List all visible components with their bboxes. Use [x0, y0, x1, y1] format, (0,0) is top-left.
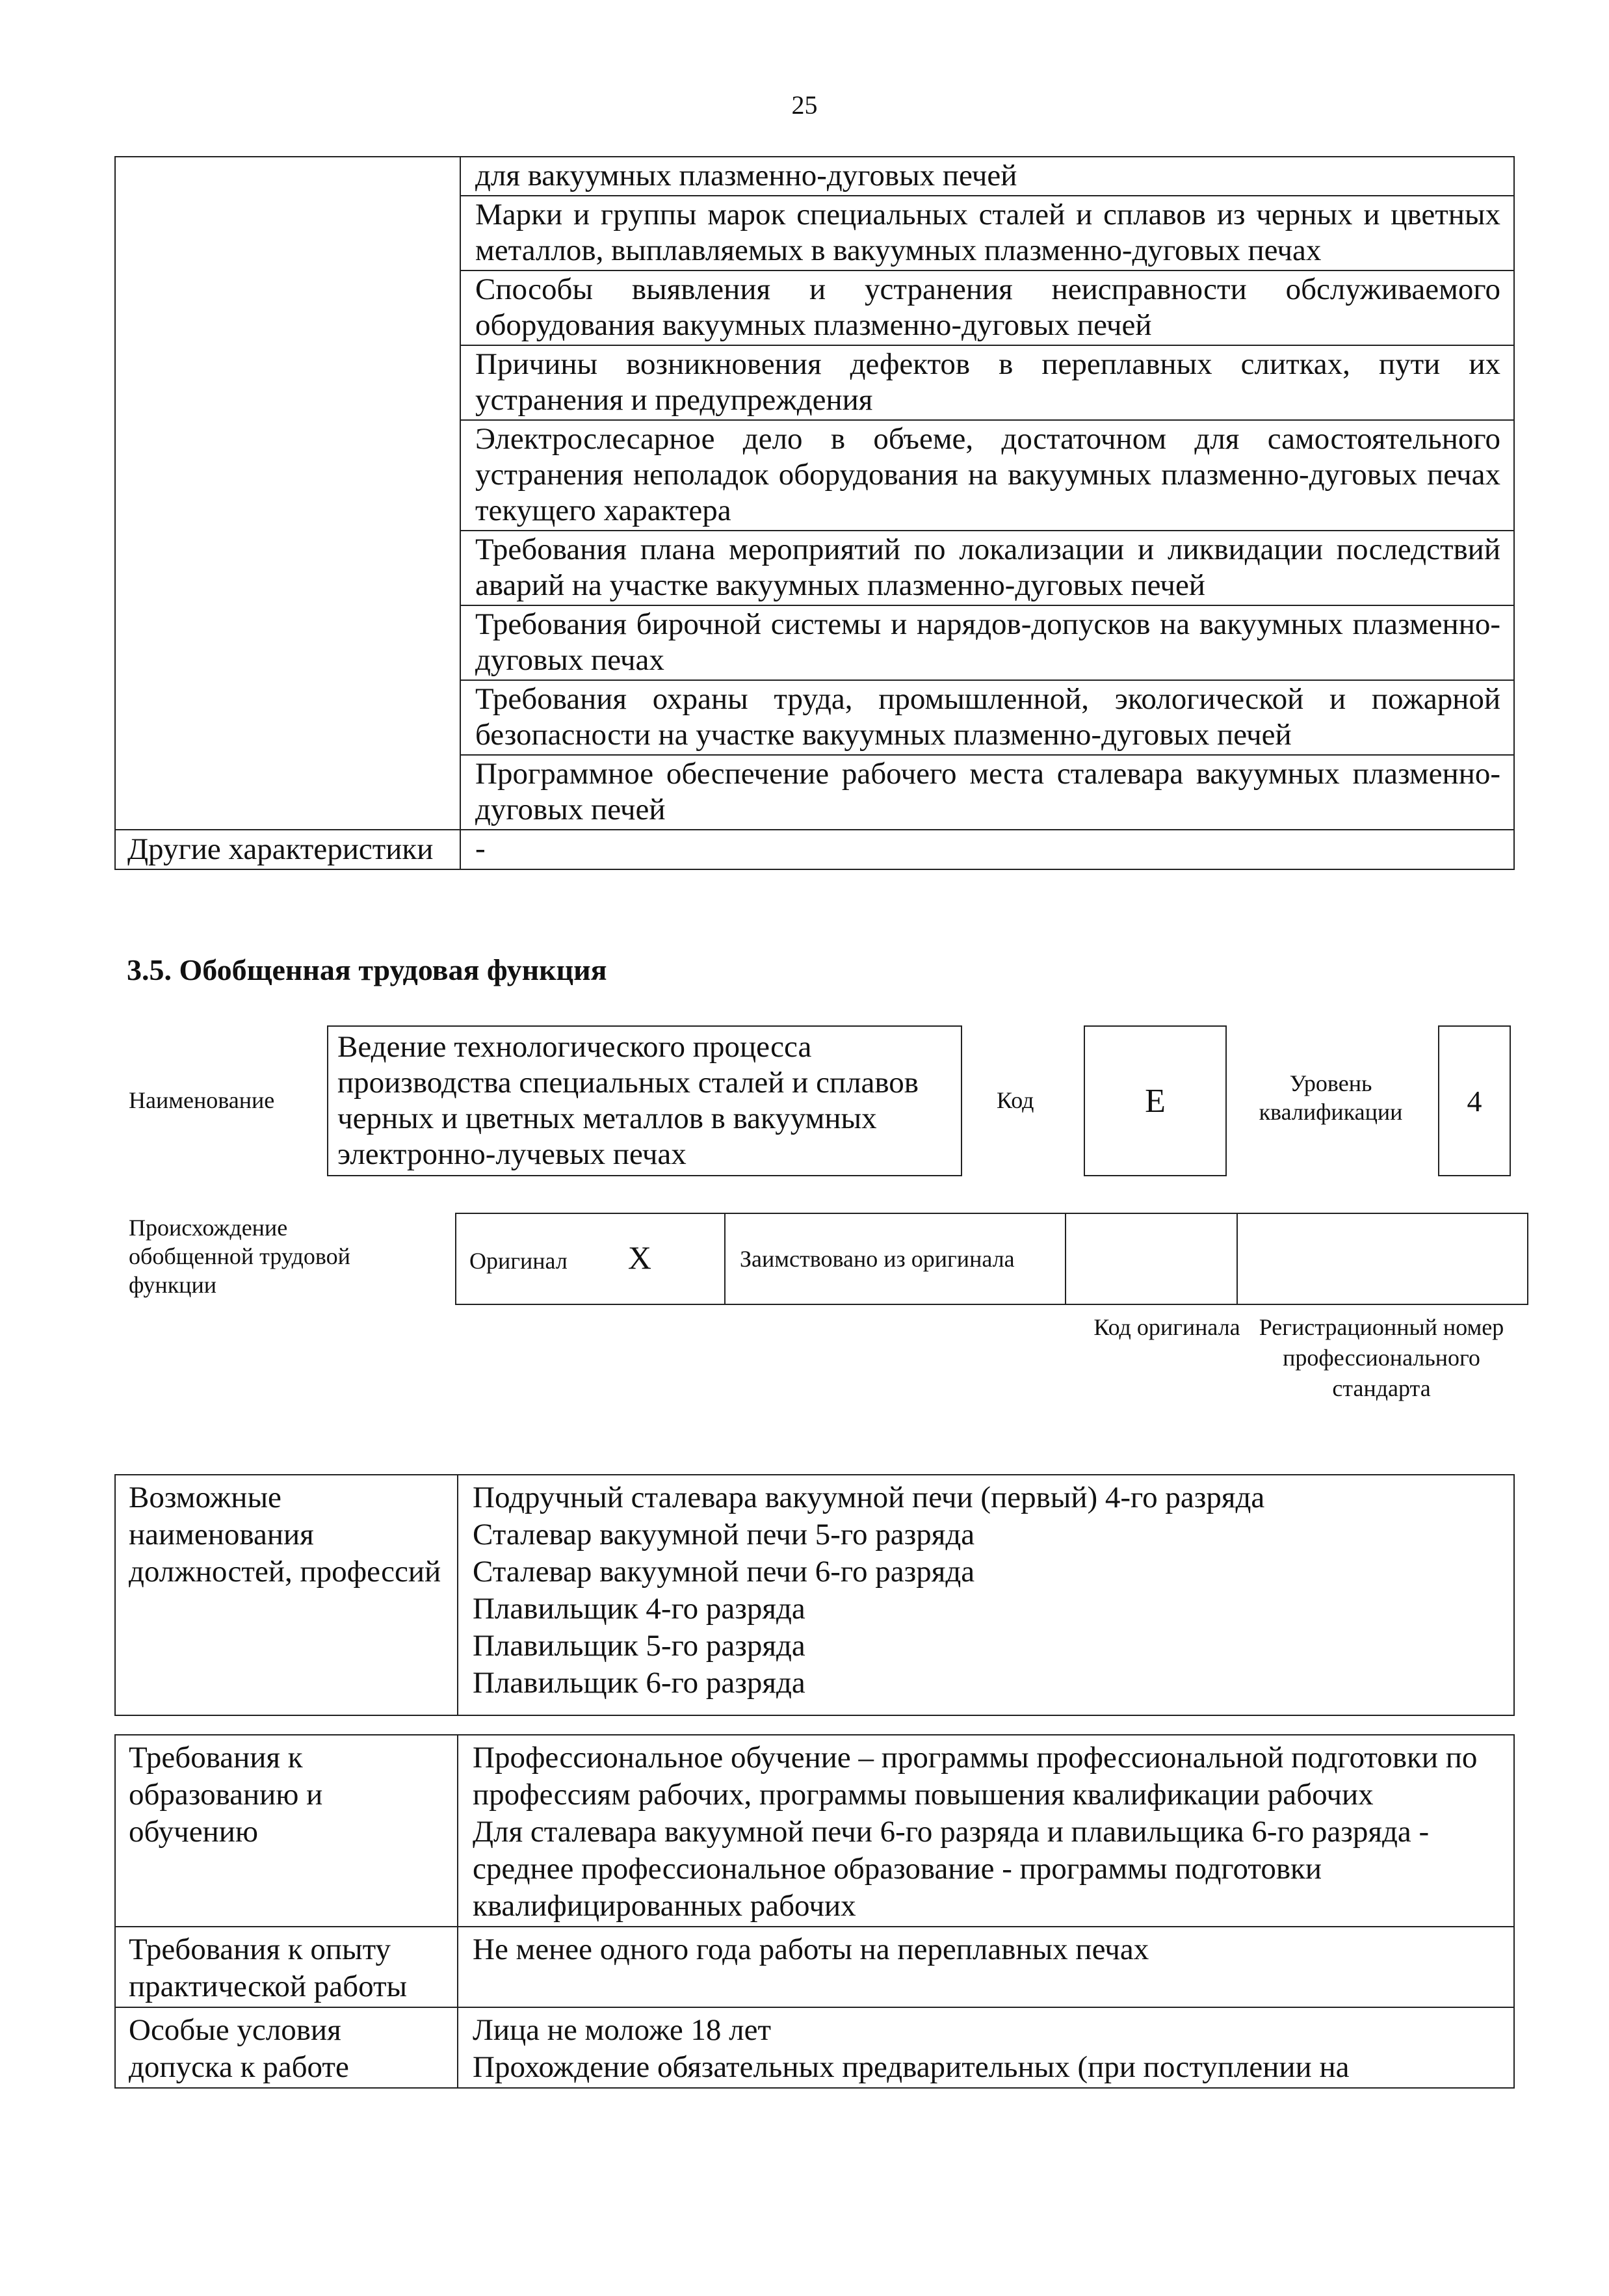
experience-label: Требования к опыту практической работы	[115, 1927, 458, 2007]
knowledge-item: Причины возникновения дефектов в переплавных слитках, пути их устранения и предупреждения	[460, 345, 1514, 420]
education-value	[458, 1735, 1514, 1927]
experience-value: Не менее одного года работы на переплавных печах	[458, 1927, 1514, 2007]
education-label: Требования к образованию и обучению	[115, 1735, 458, 1927]
knowledge-item: Программное обеспечение рабочего места сталевара вакуумных плазменно-дуговых печей	[460, 755, 1514, 830]
position-item: Сталевар вакуумной печи 6-го разряда	[473, 1555, 975, 1589]
function-name-box: Ведение технологического процесса производства специальных сталей и сплавов черных и цветных металлов в вакуумных электронно-лучевых печах	[327, 1025, 962, 1176]
position-item: Плавильщик 5-го разряда	[473, 1629, 805, 1663]
registration-number-cell	[1237, 1213, 1528, 1304]
knowledge-item: Требования плана мероприятий по локализации и ликвидации последствий аварий на участке вакуумных плазменно-дуговых печей	[460, 531, 1514, 605]
page-number: 25	[791, 90, 818, 120]
position-item: Плавильщик 4-го разряда	[473, 1592, 805, 1626]
origin-table	[455, 1213, 1528, 1305]
positions-table	[114, 1474, 1515, 1716]
knowledge-item: Требования охраны труда, промышленной, экологической и пожарной безопасности на участке вакуумных плазменно-дуговых печей	[460, 680, 1514, 755]
original-code-caption: Код оригинала	[1093, 1314, 1240, 1340]
knowledge-item: для вакуумных плазменно-дуговых печей	[460, 157, 1514, 196]
origin-label: Происхождение обобщенной трудовой функции	[129, 1215, 350, 1298]
other-characteristics-value: -	[460, 830, 1514, 869]
admission-line: Прохождение обязательных предварительных (при поступлении на	[473, 2050, 1350, 2084]
position-item: Сталевар вакуумной печи 5-го разряда	[473, 1518, 975, 1551]
education-line: Профессиональное обучение – программы профессиональной подготовки по профессиям рабочих, программы повышения квалификации рабочих	[473, 1741, 1478, 1812]
position-item: Плавильщик 6-го разряда	[473, 1666, 805, 1700]
position-item: Подручный сталевара вакуумной печи (первый) 4-го разряда	[473, 1481, 1265, 1514]
other-characteristics-label: Другие характеристики	[115, 830, 460, 869]
name-label: Наименование	[129, 1087, 275, 1113]
qualification-level-box: 4	[1438, 1025, 1511, 1176]
original-cell	[456, 1213, 725, 1304]
knowledge-item: Марки и группы марок специальных сталей и сплавов из черных и цветных металлов, выплавляемых в вакуумных плазменно-дуговых печах	[460, 196, 1514, 271]
positions-list	[458, 1475, 1514, 1715]
borrowed-label: Заимствовано из оригинала	[725, 1213, 1066, 1304]
admission-value	[458, 2007, 1514, 2088]
original-code-cell	[1066, 1213, 1237, 1304]
code-label: Код	[997, 1087, 1034, 1113]
original-label: Оригинал	[469, 1247, 568, 1274]
qualification-level-label: Уровень квалификации	[1259, 1070, 1403, 1125]
knowledge-item: Электрослесарное дело в объеме, достаточном для самостоятельного устранения неполадок оборудования на вакуумных плазменно-дуговых печах текущего характера	[460, 420, 1514, 531]
registration-number-caption: Регистрационный номер профессионального стандарта	[1259, 1314, 1504, 1401]
education-line: Для сталевара вакуумной печи 6-го разряда и плавильщика 6-го разряда - среднее профессиональное образование - программы подготовки квалифицированных рабочих	[473, 1815, 1430, 1923]
empty-label-cell	[115, 157, 460, 830]
knowledge-item: Требования бирочной системы и нарядов-допусков на вакуумных плазменно-дуговых печах	[460, 605, 1514, 680]
admission-label: Особые условия допуска к работе	[115, 2007, 458, 2088]
knowledge-table	[114, 156, 1515, 870]
admission-line: Лица не моложе 18 лет	[473, 2013, 772, 2047]
original-mark: X	[627, 1239, 651, 1276]
positions-label: Возможные наименования должностей, профессий	[115, 1475, 458, 1715]
section-heading: 3.5. Обобщенная трудовая функция	[127, 953, 607, 986]
requirements-table	[114, 1734, 1515, 2089]
function-code-box: E	[1084, 1025, 1227, 1176]
knowledge-item: Способы выявления и устранения неисправности обслуживаемого оборудования вакуумных плазменно-дуговых печей	[460, 271, 1514, 345]
